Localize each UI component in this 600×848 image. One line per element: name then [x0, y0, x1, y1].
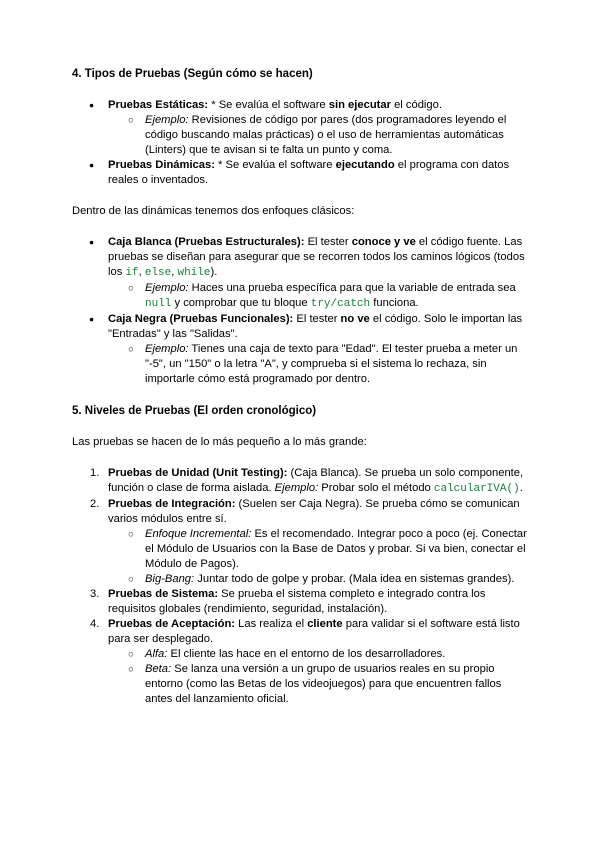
code-calcular-iva: calcularIVA() [433, 483, 520, 495]
test-types-list [72, 98, 530, 188]
test-levels-list [72, 466, 530, 707]
list-item-dynamic-tests: ● Pruebas Dinámicas: * Se evalúa el software ejecutando el programa con datos reales o inventados. [72, 158, 530, 188]
approaches-list [72, 235, 530, 387]
dynamic-intro-paragraph: Dentro de las dinámicas tenemos dos enfoques clásicos: [72, 205, 355, 217]
section-4-heading: 4. Tipos de Pruebas (Según cómo se hacen) [72, 68, 313, 80]
list-item-big-bang: ○ Big-Bang: Juntar todo de golpe y probar. (Mala idea en sistemas grandes). [72, 572, 530, 587]
code-try-catch: try/catch [310, 298, 371, 310]
list-item-white-box: ● Caja Blanca (Pruebas Estructurales): El tester conoce y ve el código fuente. Las pruebas se diseñan para asegurar que se recorren todos los caminos lógicos (todos los if, else, while). [72, 235, 530, 281]
list-item-system-testing: 3. Pruebas de Sistema: Se prueba el sistema completo e integrado contra los requisitos globales (rendimiento, seguridad, instalación). [90, 588, 486, 615]
levels-intro-paragraph: Las pruebas se hacen de lo más pequeño a lo más grande: [72, 436, 367, 448]
list-item-white-box-example: ○ Ejemplo: Haces una prueba específica para que la variable de entrada sea null y comprobar que tu bloque try/catch funciona. [72, 281, 530, 312]
list-item-black-box-example: ○ Ejemplo: Tienes una caja de texto para "Edad". El tester prueba a meter un "-5", un "150" o la letra "A", y comprueba si el sistema lo rechaza, sin importarle cómo está programado por dentro. [72, 342, 530, 387]
code-else: else [144, 267, 172, 279]
code-while: while [177, 267, 211, 279]
list-item-beta: ○ Beta: Se lanza una versión a un grupo de usuarios reales en su propio entorno (como las Betas de los videojuegos) para que encuentren fallos antes del lanzamiento oficial. [72, 662, 530, 707]
list-item-integration-testing: 2. Pruebas de Integración: (Suelen ser Caja Negra). Se prueba cómo se comunican varios módulos entre sí. [90, 498, 520, 525]
document-page [72, 66, 530, 707]
list-item-static-tests: ● Pruebas Estáticas: * Se evalúa el software sin ejecutar el código. [72, 98, 530, 113]
code-null: null [145, 298, 172, 310]
code-if: if [125, 267, 139, 279]
list-item-alpha: ○ Alfa: El cliente las hace en el entorno de los desarrolladores. [72, 647, 530, 662]
list-item-acceptance-testing: 4. Pruebas de Aceptación: Las realiza el cliente para validar si el software está listo para ser desplegado. [90, 618, 520, 645]
section-5-heading: 5. Niveles de Pruebas (El orden cronológico) [72, 405, 317, 417]
list-item-black-box: ● Caja Negra (Pruebas Funcionales): El tester no ve el código. Solo le importan las "Entradas" y las "Salidas". [72, 312, 530, 342]
list-item-incremental-approach: ○ Enfoque Incremental: Es el recomendado. Integrar poco a poco (ej. Conectar el Módulo de Usuarios con la Base de Datos y probar. Si va bien, conectar el Módulo de Pagos). [72, 527, 530, 572]
list-item-static-example: ○ Ejemplo: Revisiones de código por pares (dos programadores leyendo el código buscando malas prácticas) o el uso de herramientas automáticas (Linters) que te avisan si te falta un punto y coma. [72, 113, 530, 158]
list-item-unit-testing: 1. Pruebas de Unidad (Unit Testing): (Caja Blanca). Se prueba un solo componente, función o clase de forma aislada. Ejemplo: Probar solo el método calcularIVA(). [90, 467, 524, 495]
